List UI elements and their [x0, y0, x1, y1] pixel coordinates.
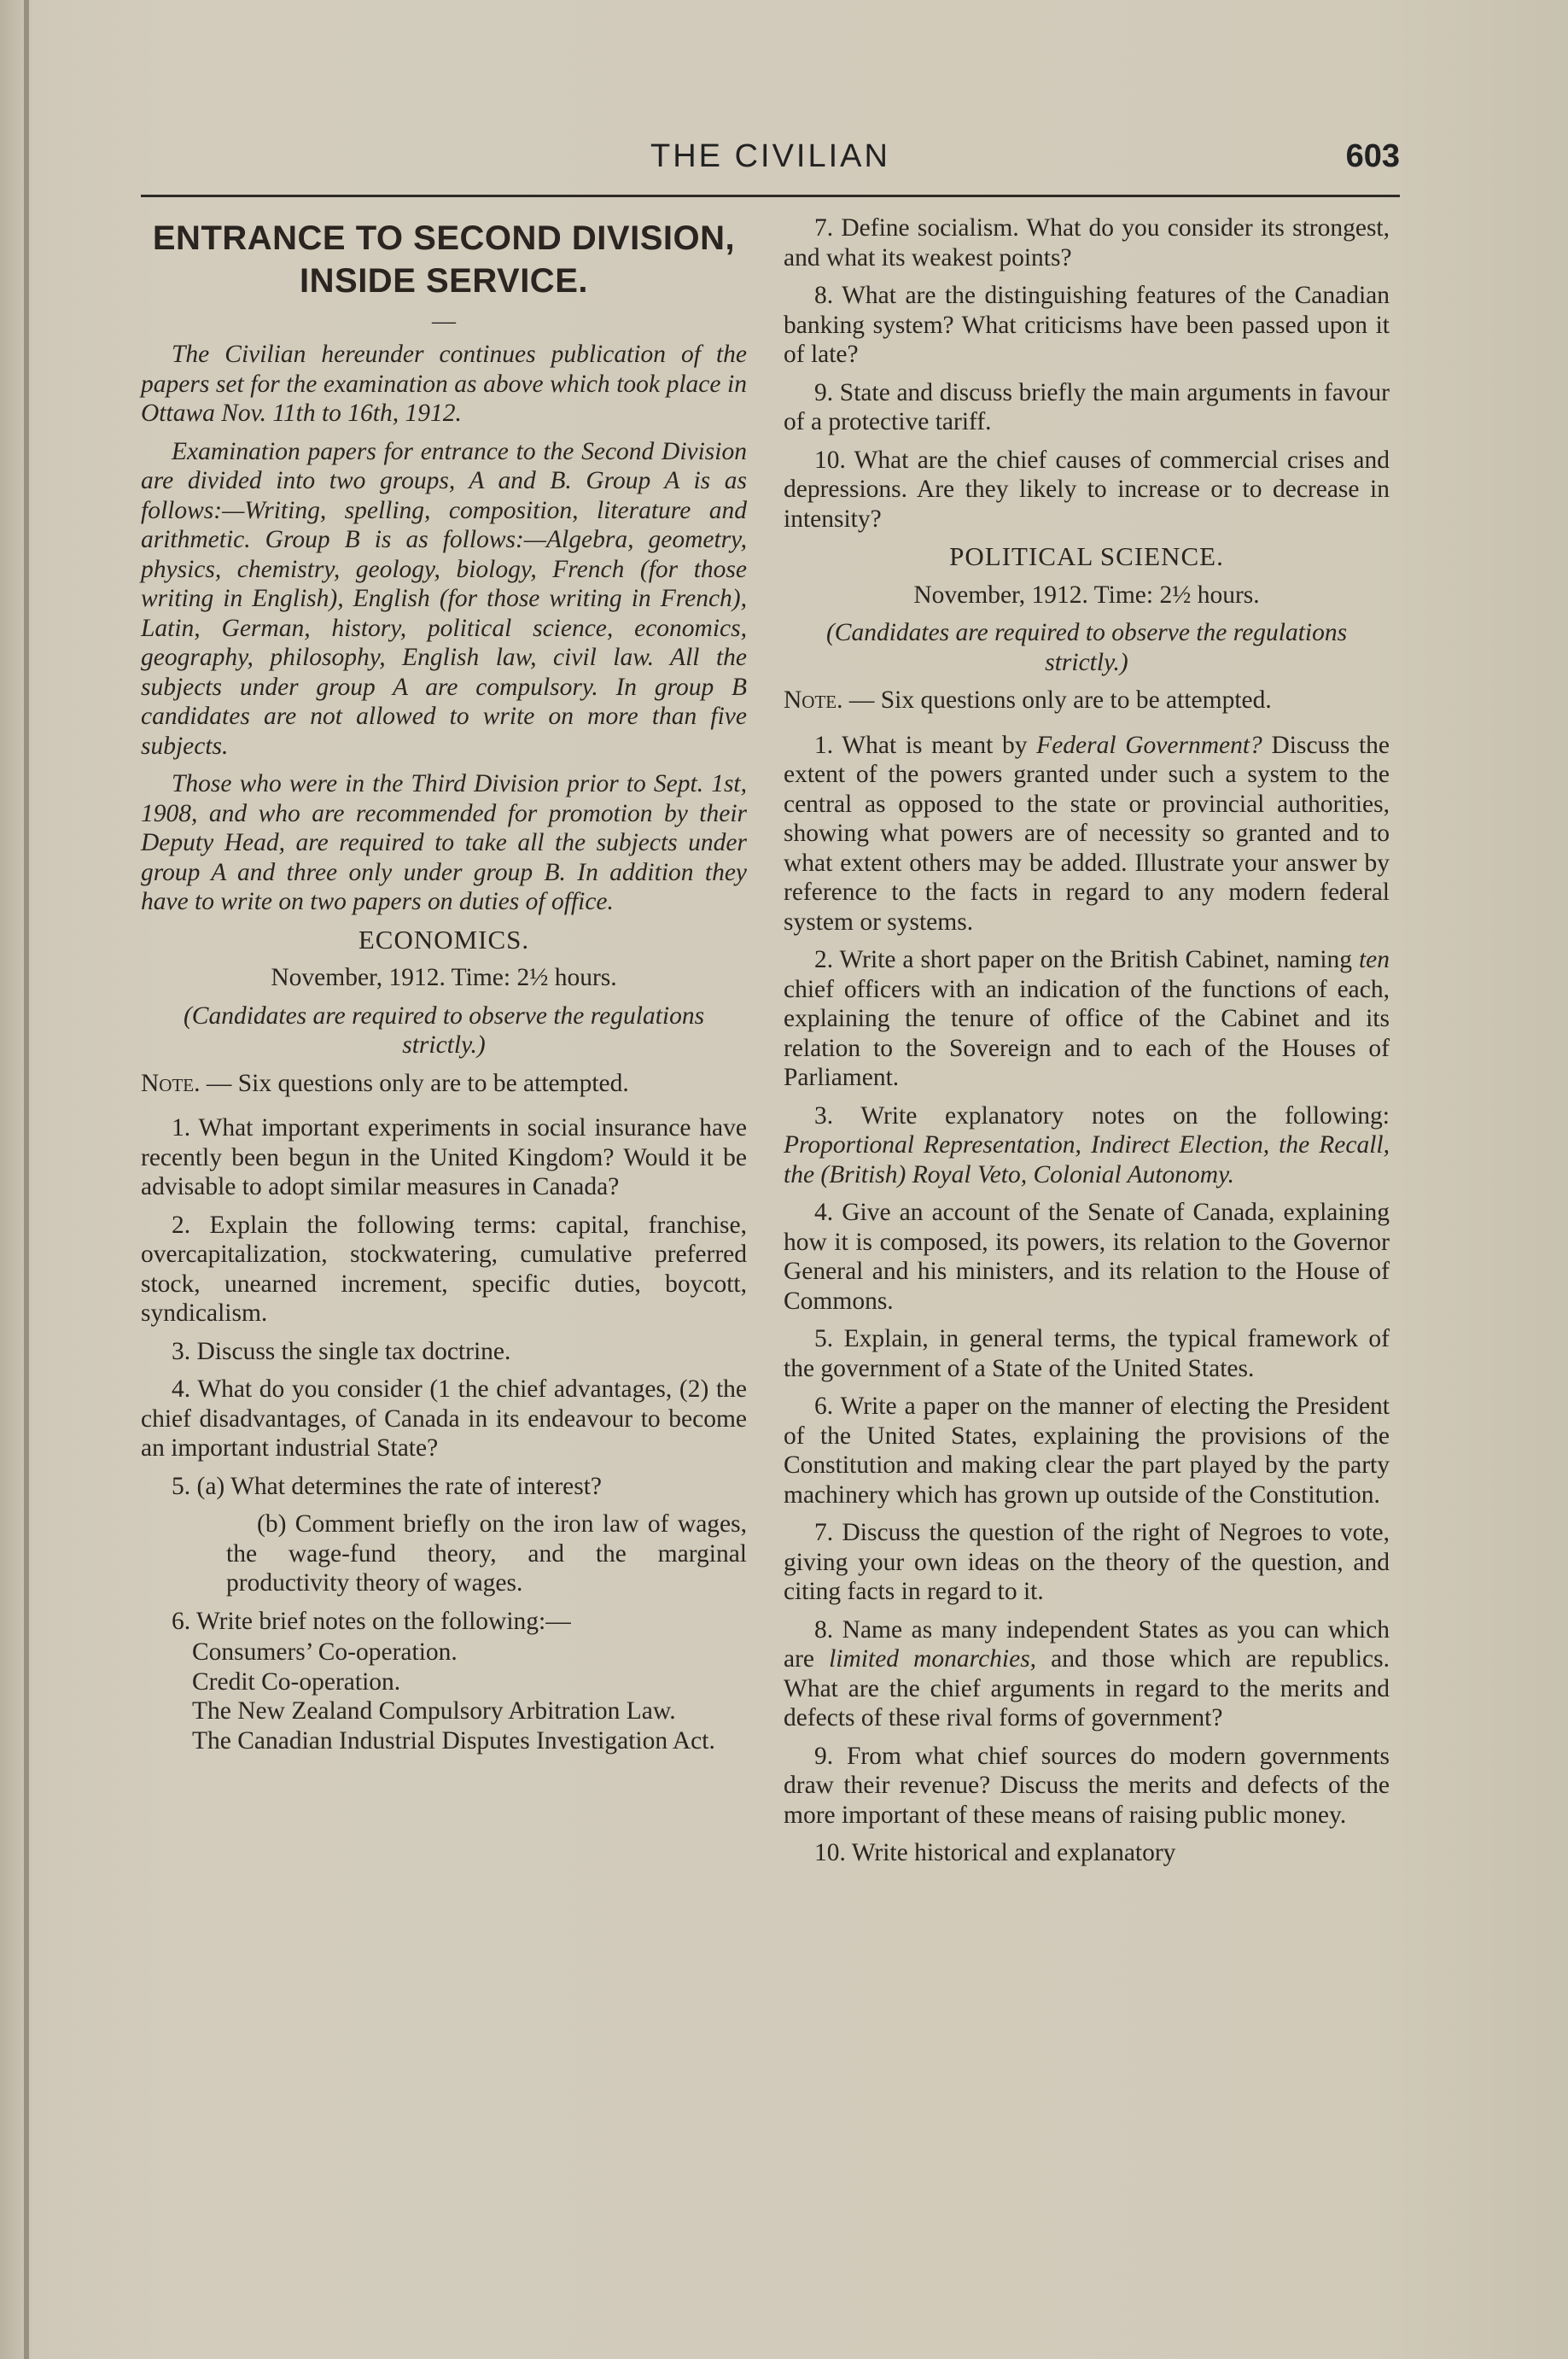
list-item: Consumers’ Co-operation.: [192, 1638, 458, 1666]
economics-note: [141, 1069, 747, 1099]
list-item: The New Zealand Compulsory Arbitration Law.: [192, 1697, 676, 1725]
economics-question-5a: 5. (a) What determines the rate of interest?: [172, 1472, 603, 1500]
economics-question-4: 4. What do you consider (1 the chief advantages, (2) the chief disadvantages, of Canada in its endeavour to become an important industrial State?: [141, 1375, 747, 1462]
political-science-question-2: [784, 945, 1390, 1093]
list-item: The Canadian Industrial Disputes Investigation Act.: [192, 1726, 715, 1755]
intro-paragraph-3: Those who were in the Third Division prior to Sept. 1st, 1908, and who are recommended for promotion by their Deputy Head, are required to take all the subjects under group A and three only under group B. In addition they have to write on two papers on duties of office.: [141, 770, 747, 915]
note-text: — Six questions only are to be attempted.: [842, 686, 1272, 714]
political-science-note: [784, 686, 1390, 715]
question-text: chief officers with an indication of the functions of each, explaining the tenure of office of the Cabinet and its relation to the Sovereign and to each of the Houses of Parliament.: [784, 975, 1390, 1091]
intro-paragraph-2: Examination papers for entrance to the Second Division are divided into two groups, A and B. Group A is as follows:—Writing, spelling, composition, literature and arithmetic. Group B is as follows:—Algebra, geometry, physics, chemistry, geology, biology, French (for those writing in English), English (for those writing in French), Latin, German, history, political science, economics, geography, philosophy, English law, civil law. All the subjects under group A are compulsory. In group B candidates are not allowed to write on more than five subjects.: [141, 437, 747, 760]
note-label: Note.: [784, 686, 843, 714]
question-emphasis: Federal Government?: [1036, 731, 1262, 759]
political-science-question-7: 7. Discuss the question of the right of Negroes to vote, giving your own ideas on the theory of the question, and citing facts in regard to it.: [784, 1519, 1390, 1605]
question-text: Discuss the extent of the powers granted under such a system to the central as opposed to the state or provincial authorities, showing what powers are of necessity so granted and to what extent others may be added. Illustrate your answer by reference to the facts in regard to any modern federal system or systems.: [784, 731, 1390, 936]
economics-question-5b: (b) Comment briefly on the iron law of wages, the wage-fund theory, and the marginal productivity theory of wages.: [226, 1510, 747, 1597]
economics-regulations: (Candidates are required to observe the regulations strictly.): [183, 1001, 705, 1059]
political-science-question-3: [784, 1101, 1390, 1190]
political-science-regulations: (Candidates are required to observe the regulations strictly.): [825, 619, 1348, 676]
header-rule: [141, 195, 1400, 197]
question-text: 1. What is meant by: [814, 731, 1037, 759]
article-title: ENTRANCE TO SECOND DIVISION, INSIDE SERVICE.: [152, 219, 736, 300]
binding-shadow: [24, 0, 29, 2359]
political-science-date-time: November, 1912. Time: 2½ hours.: [913, 581, 1260, 609]
economics-heading: ECONOMICS.: [358, 924, 530, 955]
economics-question-8: 8. What are the distinguishing features of the Canadian banking system? What criticisms have been passed upon it of late?: [784, 282, 1390, 368]
title-dash: —: [432, 308, 456, 335]
note-label: Note.: [141, 1069, 201, 1097]
left-column: [141, 213, 747, 1762]
economics-question-6-items: [141, 1638, 747, 1755]
question-text: 2. Write a short paper on the British Cabinet, naming: [814, 946, 1359, 973]
question-emphasis: limited monarchies,: [829, 1645, 1037, 1673]
right-column: [784, 213, 1390, 1877]
economics-question-10: 10. What are the chief causes of commercial crises and depressions. Are they likely to increase or to decrease in intensity?: [784, 446, 1390, 533]
economics-question-7: 7. Define socialism. What do you consider its strongest, and what its weakest points?: [784, 214, 1390, 272]
question-emphasis: ten: [1358, 946, 1390, 973]
political-science-question-5: 5. Explain, in general terms, the typical framework of the government of a State of the United States.: [784, 1325, 1390, 1382]
political-science-question-1: [784, 731, 1390, 937]
question-text: 8. Name as many independent States as you can which are: [784, 1615, 1390, 1673]
economics-date-time: November, 1912. Time: 2½ hours.: [271, 964, 617, 991]
list-item: Credit Co-operation.: [192, 1667, 401, 1696]
question-emphasis: Proportional Representation, Indirect Election, the Recall, the (British) Royal Veto, Colonial Autonomy.: [784, 1131, 1390, 1188]
question-text: and those which are republics. What are the chief arguments in regard to the merits and defects of these rival forms of government?: [784, 1645, 1390, 1731]
economics-question-1: 1. What important experiments in social insurance have recently been begun in the United Kingdom? Would it be advisable to adopt similar measures in Canada?: [141, 1114, 747, 1200]
economics-question-9: 9. State and discuss briefly the main arguments in favour of a protective tariff.: [784, 378, 1390, 435]
intro-paragraph-1: The Civilian hereunder continues publication of the papers set for the examination as above which took place in Ottawa Nov. 11th to 16th, 1912.: [141, 341, 747, 427]
economics-question-3: 3. Discuss the single tax doctrine.: [172, 1337, 511, 1365]
political-science-question-4: 4. Give an account of the Senate of Canada, explaining how it is composed, its powers, its relation to the Governor General and his ministers, and its relation to the House of Commons.: [784, 1199, 1390, 1315]
page-number: 603: [1345, 138, 1400, 174]
page-header: [141, 128, 1400, 196]
political-science-question-8: [784, 1615, 1390, 1733]
political-science-heading: POLITICAL SCIENCE.: [949, 541, 1224, 571]
note-text: — Six questions only are to be attempted.: [200, 1069, 629, 1097]
political-science-question-9: 9. From what chief sources do modern governments draw their revenue? Discuss the merits and defects of the more important of these means of raising public money.: [784, 1742, 1390, 1829]
running-title: THE CIVILIAN: [650, 138, 890, 174]
economics-question-6: 6. Write brief notes on the following:—: [172, 1607, 571, 1635]
political-science-question-6: 6. Write a paper on the manner of electing the President of the United States, explaining the provisions of the Constitution and making clear the part played by the party machinery which has grown up outside of the Constitution.: [784, 1393, 1390, 1509]
political-science-question-10: 10. Write historical and explanatory: [814, 1839, 1176, 1866]
economics-question-2: 2. Explain the following terms: capital, franchise, overcapitalization, stockwatering, cumulative preferred stock, unearned increment, specific duties, boycott, syndicalism.: [141, 1211, 747, 1327]
question-text: 3. Write explanatory notes on the following:: [814, 1101, 1390, 1130]
